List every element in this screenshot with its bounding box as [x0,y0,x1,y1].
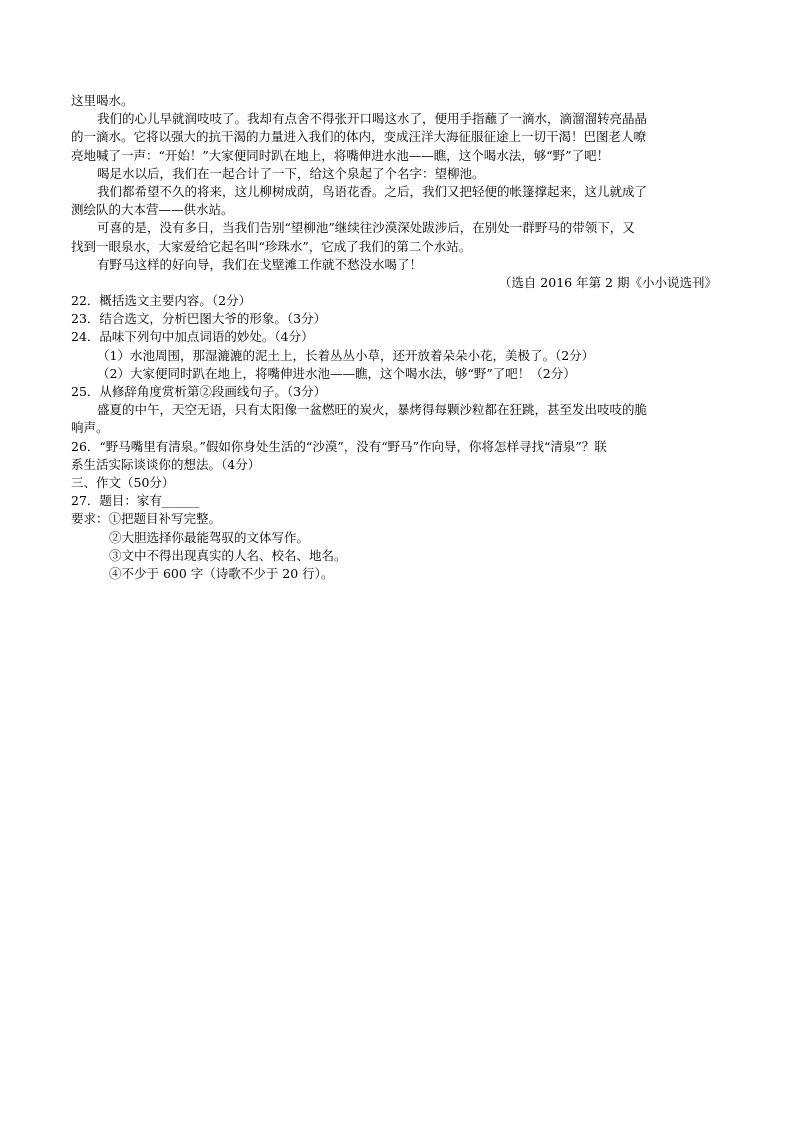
composition-requirement-3: ③文中不得出现真实的人名、校名、地名。 [109,547,347,563]
question-22: 22．概括选文主要内容。（2分） [71,293,252,309]
composition-requirement-1: 要求：①把题目补写完整。 [71,511,222,527]
passage-line: 找到一眼泉水，大家爱给它起名叫“珍珠水”，它成了我们的第二个水站。 [71,238,472,254]
passage-line: 可喜的是，没有多日，当我们告别“望柳池”继续往沙漠深处跋涉后，在别处一群野马的带领下，又 [97,220,635,236]
passage-line: 亮地喊了一声：“开始！”大家便同时趴在地上，将嘴伸进水池——瞧，这个喝水法，够“野”了吧！ [71,147,610,163]
passage-line: 喝足水以后，我们在一起合计了一下，给这个泉起了个名字：望柳池。 [97,165,485,181]
passage-line: 测绘队的大本营——供水站。 [71,202,234,218]
composition-requirement-2: ②大胆选择你最能驾驭的文体写作。 [109,529,310,545]
passage-source: （选自 2016 年第 2 期《小小说选刊》 [498,274,717,290]
question-26-cont: 系生活实际谈谈你的想法。（4分） [71,456,261,472]
passage-line: 我们都希望不久的将来，这儿柳树成荫，鸟语花香。之后，我们又把轻便的帐篷撑起来，这儿就成了 [97,183,648,199]
passage-line: 我们的心儿早就润吱吱了。我却有点舍不得张开口喝这水了，便用手指蘸了一滴水，滴溜溜转亮晶晶 [97,111,648,127]
passage-line: 这里喝水。 [71,93,134,108]
question-27: 27．题目：家有______ [71,493,200,509]
question-25-sentence-cont: 响声。 [71,420,109,436]
question-24-part-2: （2）大家便同时趴在地上，将嘴伸进水池——瞧，这个喝水法，够“野”了吧！（2分） [97,365,576,381]
question-26: 26．“野马嘴里有清泉。”假如你身处生活的“沙漠”，没有“野马”作向导，你将怎样寻找“清泉”？联 [71,438,607,454]
passage-line: 有野马这样的好向导，我们在戈壁滩工作就不愁没水喝了！ [97,256,423,272]
passage-line: 的一滴水。它将以强大的抗干渴的力量进入我们的体内，变成汪洋大海征服征途上一切干渴！巴图老人嘹 [71,129,647,145]
composition-requirement-4: ④不少于 600 字（诗歌不少于 20 行）。 [109,565,334,581]
question-24-part-1: （1）水池周围，那湿漉漉的泥土上，长着丛丛小草，还开放着朵朵小花，美极了。（2分） [97,347,595,363]
question-25-sentence: 盛夏的中午，天空无语，只有太阳像一盆燃旺的炭火，暴烤得每颗沙粒都在狂跳，甚至发出吱吱的脆 [97,402,648,418]
section-heading-composition: 三、作文（50分） [71,474,175,490]
question-25: 25．从修辞角度赏析第②段画线句子。（3分） [71,384,327,399]
question-24: 24．品味下列句中加点词语的妙处。（4分） [71,329,314,345]
exam-page [71,92,717,583]
question-23: 23．结合选文，分析巴图大爷的形象。（3分） [71,311,327,327]
